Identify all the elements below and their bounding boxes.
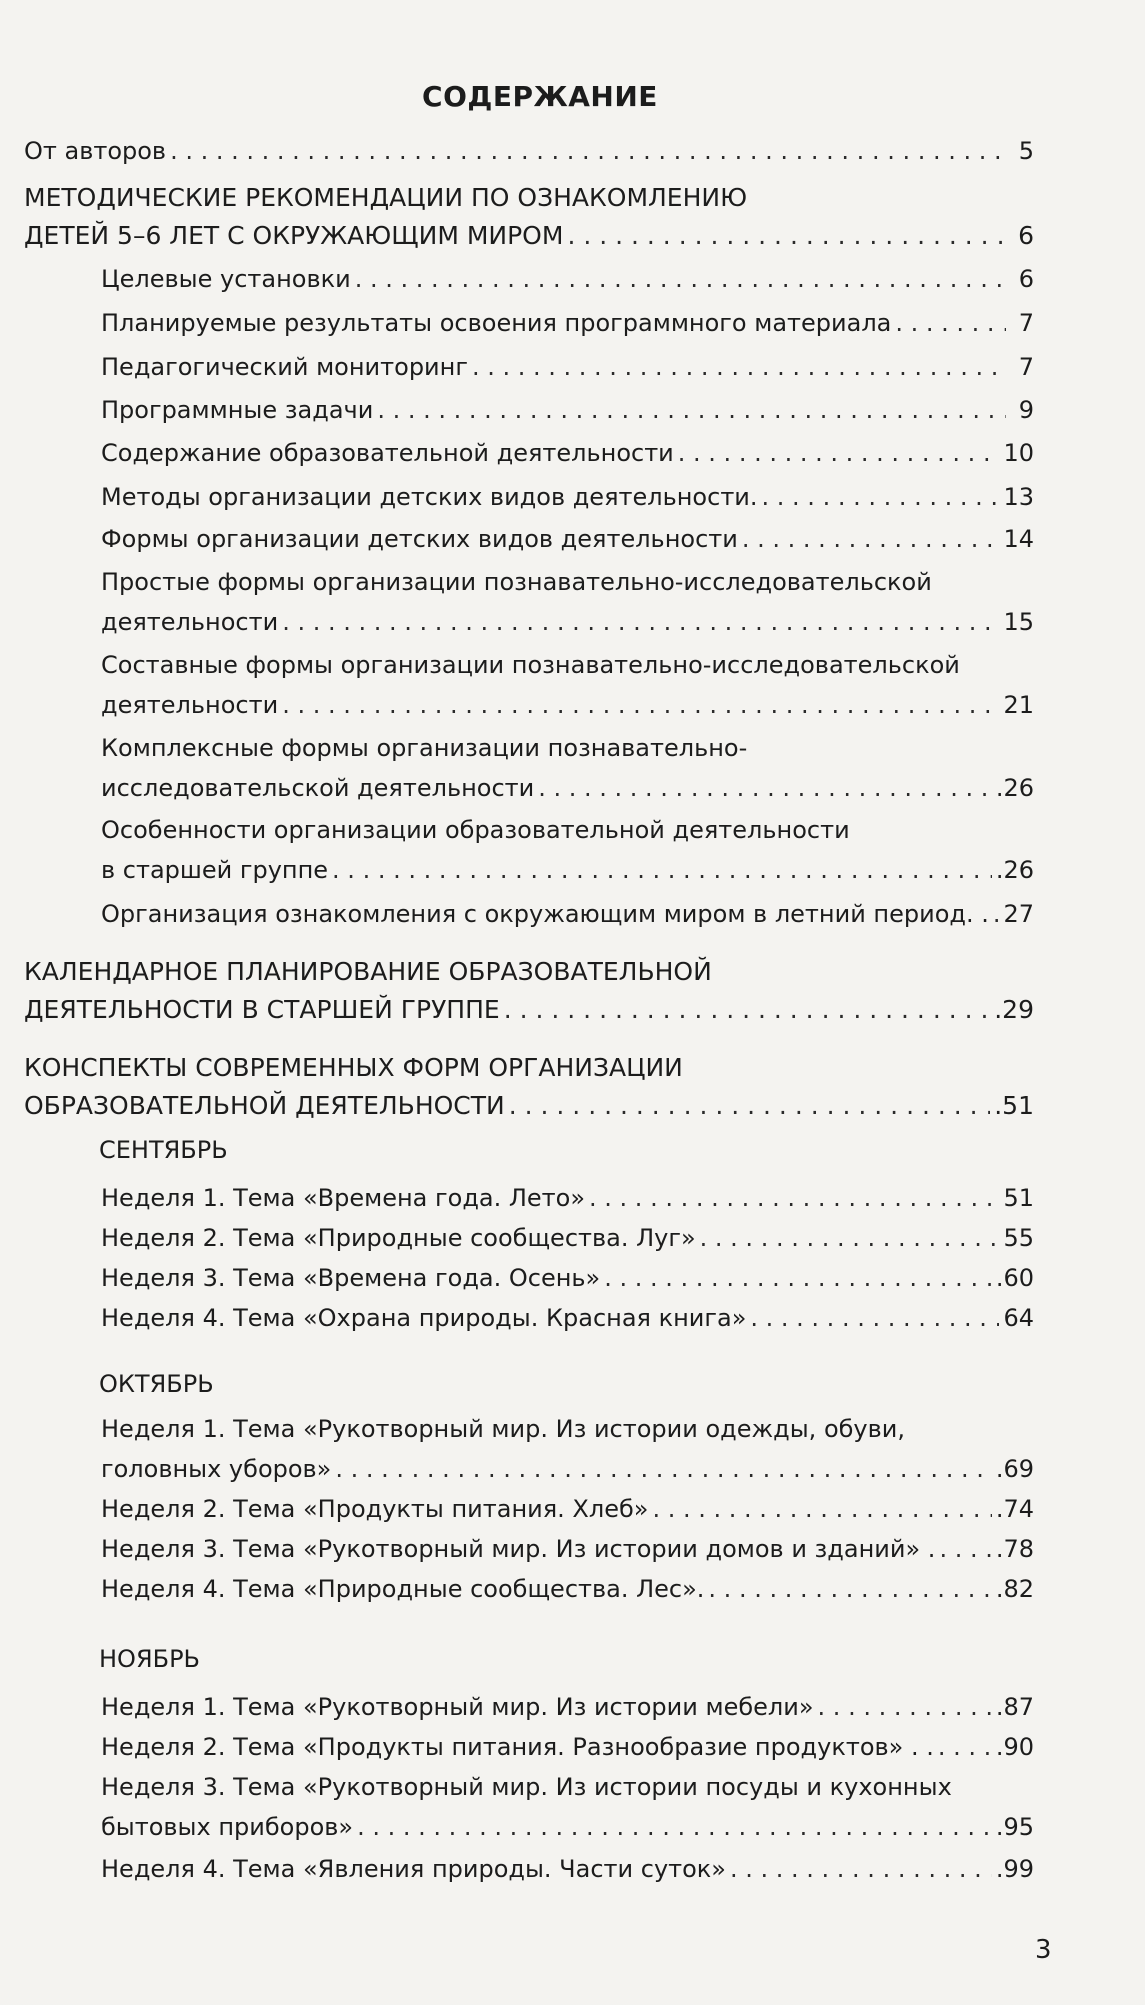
toc-entry-line1: Особенности организации образовательной деятельности	[101, 816, 850, 844]
toc-entry-line1: КАЛЕНДАРНОЕ ПЛАНИРОВАНИЕ ОБРАЗОВАТЕЛЬНОЙ	[24, 957, 712, 986]
dot-leader	[895, 306, 1006, 340]
month-heading: НОЯБРЬ	[99, 1645, 201, 1673]
toc-entry-text: деятельности	[101, 691, 279, 719]
toc-entry-page: 51	[1003, 1184, 1034, 1212]
toc-entry-text: ДЕЯТЕЛЬНОСТИ В СТАРШЕЙ ГРУППЕ	[24, 995, 500, 1024]
toc-entry	[101, 522, 1034, 556]
dot-leader	[708, 1572, 991, 1606]
toc-title: СОДЕРЖАНИЕ	[422, 80, 658, 113]
toc-entry-text: деятельности	[101, 608, 279, 636]
dot-leader	[332, 853, 992, 887]
toc-week-entry	[101, 1532, 1034, 1566]
toc-entry-text: ОБРАЗОВАТЕЛЬНОЙ ДЕЯТЕЛЬНОСТИ	[24, 1091, 505, 1120]
toc-entry-page: 10	[1003, 439, 1034, 467]
toc-entry-page: 27	[1003, 900, 1034, 928]
dot-leader	[509, 1089, 991, 1123]
toc-entry-page: .69	[995, 1455, 1034, 1483]
toc-entry-page: 6	[1018, 265, 1034, 293]
toc-entry	[24, 993, 1034, 1027]
toc-entry-text: От авторов	[24, 137, 167, 165]
toc-entry-text: Целевые установки	[101, 265, 351, 293]
toc-entry	[101, 688, 1034, 722]
toc-entry-page: 9	[1018, 396, 1034, 424]
toc-entry	[24, 1089, 1034, 1123]
toc-week-entry	[101, 1492, 1034, 1526]
toc-entry-text: Неделя 4. Тема «Охрана природы. Красная книга»	[101, 1304, 747, 1332]
toc-entry-page: .82	[995, 1575, 1034, 1603]
toc-entry	[101, 306, 1034, 340]
dot-leader	[993, 897, 1000, 931]
toc-entry-page: 6	[1018, 221, 1034, 250]
dot-leader	[282, 605, 999, 639]
toc-entry-text: Неделя 4. Тема «Явления природы. Части суток»	[101, 1855, 726, 1883]
toc-week-entry	[101, 1690, 1034, 1724]
toc-week-entry	[101, 1730, 1034, 1764]
toc-entry-page: 7	[1018, 353, 1034, 381]
toc-entry-page: 5	[1018, 137, 1034, 165]
toc-week-entry	[101, 1810, 1034, 1844]
toc-entry-text: Неделя 1. Тема «Времена года. Лето»	[101, 1184, 586, 1212]
toc-week-entry	[101, 1572, 1034, 1606]
dot-leader	[335, 1452, 991, 1486]
dot-leader	[678, 436, 1000, 470]
toc-entry-text: головных уборов»	[101, 1455, 332, 1483]
dot-leader	[938, 1730, 992, 1764]
toc-entry-text: Организация ознакомления с окружающим миром в летний период. .	[101, 900, 989, 928]
toc-entry-page: .29	[994, 995, 1034, 1024]
toc-entry	[101, 771, 1034, 805]
toc-entry-page: .95	[995, 1813, 1034, 1841]
toc-week-entry	[101, 1301, 1034, 1335]
dot-leader	[742, 522, 1000, 556]
toc-entry-text: Неделя 3. Тема «Рукотворный мир. Из истории домов и зданий» .	[101, 1535, 936, 1563]
dot-leader	[282, 688, 999, 722]
dot-leader	[357, 1810, 992, 1844]
toc-entry-page: .26	[995, 774, 1034, 802]
dot-leader	[762, 480, 1000, 514]
toc-week-entry	[101, 1852, 1034, 1886]
dot-leader	[538, 771, 992, 805]
dot-leader	[504, 993, 991, 1027]
dot-leader	[700, 1221, 1000, 1255]
toc-entry-page: .87	[995, 1693, 1034, 1721]
toc-week-entry	[101, 1261, 1034, 1295]
toc-entry	[101, 605, 1034, 639]
toc-entry-page: .51	[994, 1091, 1034, 1120]
toc-entry-text: в старшей группе	[101, 856, 329, 884]
toc-entry-text: Программные задачи	[101, 396, 374, 424]
toc-entry-text: Неделя 2. Тема «Продукты питания. Хлеб»	[101, 1495, 649, 1523]
toc-entry-page: .74	[995, 1495, 1034, 1523]
toc-week-line1: Неделя 3. Тема «Рукотворный мир. Из истории посуды и кухонных	[101, 1773, 952, 1801]
toc-entry	[101, 350, 1034, 384]
toc-entry	[101, 436, 1034, 470]
toc-entry-text: Методы организации детских видов деятельности.	[101, 483, 758, 511]
dot-leader	[939, 1532, 991, 1566]
toc-entry-text: Неделя 2. Тема «Природные сообщества. Луг»	[101, 1224, 696, 1252]
dot-leader	[652, 1492, 991, 1526]
toc-entry-page: 15	[1003, 608, 1034, 636]
toc-entry-line1: Составные формы организации познавательно-исследовательской	[101, 651, 960, 679]
dot-leader	[730, 1852, 992, 1886]
toc-week-entry	[101, 1452, 1034, 1486]
dot-leader	[377, 393, 1006, 427]
toc-entry	[101, 393, 1034, 427]
toc-entry-text: ДЕТЕЙ 5–6 ЛЕТ С ОКРУЖАЮЩИМ МИРОМ	[24, 221, 564, 250]
toc-entry-page: .90	[995, 1733, 1034, 1761]
dot-leader	[818, 1690, 992, 1724]
toc-entry-text: Неделя 3. Тема «Времена года. Осень»	[101, 1264, 601, 1292]
toc-entry-text: Формы организации детских видов деятельности	[101, 525, 738, 553]
toc-entry-text: Содержание образовательной деятельности	[101, 439, 674, 467]
toc-entry-page: 64	[1003, 1304, 1034, 1332]
toc-entry	[101, 480, 1034, 514]
dot-leader	[604, 1261, 992, 1295]
toc-entry-text: Неделя 1. Тема «Рукотворный мир. Из истории мебели»	[101, 1693, 814, 1721]
toc-entry-page: 13	[1003, 483, 1034, 511]
toc-week-entry	[101, 1181, 1034, 1215]
dot-leader	[472, 350, 1006, 384]
month-heading: ОКТЯБРЬ	[99, 1370, 214, 1398]
dot-leader	[355, 262, 1006, 296]
page-number: 3	[1035, 1935, 1052, 1965]
toc-entry-text: исследовательской деятельности	[101, 774, 535, 802]
toc-entry-text: Педагогический мониторинг	[101, 353, 468, 381]
dot-leader	[750, 1301, 999, 1335]
toc-entry-page: .60	[995, 1264, 1034, 1292]
toc-entry-page: .78	[995, 1535, 1034, 1563]
month-heading: СЕНТЯБРЬ	[99, 1136, 228, 1164]
toc-week-line1: Неделя 1. Тема «Рукотворный мир. Из истории одежды, обуви,	[101, 1415, 905, 1443]
toc-entry	[24, 134, 1034, 168]
toc-entry-line1: Комплексные формы организации познавательно-	[101, 734, 748, 762]
toc-entry-text: Планируемые результаты освоения программного материала	[101, 309, 892, 337]
toc-entry-page: .99	[995, 1855, 1034, 1883]
toc-entry-text: Неделя 4. Тема «Природные сообщества. Лес».	[101, 1575, 705, 1603]
toc-entry-page: 55	[1003, 1224, 1034, 1252]
toc-entry	[101, 853, 1034, 887]
toc-entry-text: бытовых приборов»	[101, 1813, 354, 1841]
toc-entry-text: Неделя 2. Тема «Продукты питания. Разнообразие продуктов» . .	[101, 1733, 934, 1761]
toc-entry-page: .26	[995, 856, 1034, 884]
toc-entry-line1: МЕТОДИЧЕСКИЕ РЕКОМЕНДАЦИИ ПО ОЗНАКОМЛЕНИЮ	[24, 183, 748, 212]
toc-entry-page: 21	[1003, 691, 1034, 719]
toc-entry-line1: КОНСПЕКТЫ СОВРЕМЕННЫХ ФОРМ ОРГАНИЗАЦИИ	[24, 1053, 683, 1082]
toc-entry-line1: Простые формы организации познавательно-исследовательской	[101, 568, 932, 596]
dot-leader	[170, 134, 1006, 168]
toc-entry-page: 7	[1018, 309, 1034, 337]
toc-entry-page: 14	[1003, 525, 1034, 553]
toc-entry	[101, 262, 1034, 296]
toc-week-entry	[101, 1221, 1034, 1255]
toc-entry	[24, 219, 1034, 253]
dot-leader	[567, 219, 1006, 253]
toc-entry	[101, 897, 1034, 931]
dot-leader	[589, 1181, 999, 1215]
